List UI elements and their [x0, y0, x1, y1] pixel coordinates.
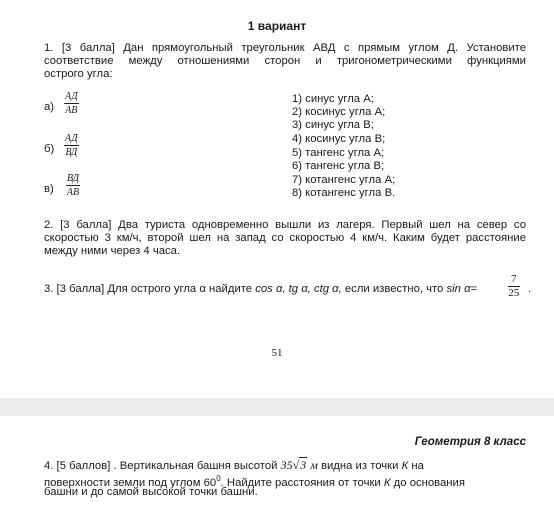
task1-option-2: 2) косинус угла А; [292, 106, 386, 118]
task4-line2-a: поверхности земли под углом 60 [44, 476, 217, 489]
task1-item-a-fraction [64, 91, 79, 116]
task1-item-b-fraction [64, 133, 79, 158]
fraction-denominator: АВ [66, 187, 80, 198]
task3-text [44, 283, 477, 296]
subject-header: Геометрия 8 класс [414, 436, 526, 448]
task1-option-7: 7) котангенс угла А; [292, 174, 396, 186]
variant-title: 1 вариант [247, 19, 307, 33]
task4-unit: м [307, 458, 318, 472]
page-number: 51 [271, 347, 283, 359]
task4-degree: 0 [216, 474, 221, 483]
task3-functions: cos α, tg α, ctg α, [255, 283, 342, 295]
task4-line2-b: . Найдите расстояния от точки [220, 476, 384, 489]
task1-item-b-letter: б) [44, 143, 55, 155]
sqrt-icon: √ [292, 458, 300, 472]
task4-after-point: на [408, 460, 424, 472]
task3-condition: если известно, что [341, 283, 447, 295]
task1-line1: 1. [3 балла] Дан прямоугольный треугольник АВД с прямым углом Д. Установите [44, 42, 526, 54]
page-gap [0, 398, 554, 416]
task4-height [281, 457, 318, 472]
task3-period: . [528, 283, 532, 295]
fraction-denominator: ВД [65, 147, 78, 158]
task2-line3: между ними через 4 часа. [44, 245, 181, 257]
task1-item-a-letter: а) [44, 101, 55, 113]
task1-line2: соответствие между отношениями сторон и тригонометрическими функциями [44, 55, 526, 67]
task4-line1 [44, 459, 424, 473]
fraction-numerator: АД [65, 91, 78, 102]
fraction-numerator: 7 [508, 274, 520, 287]
fraction-denominator: 25 [508, 287, 520, 299]
fraction-numerator: АД [65, 133, 78, 144]
task1-item-c-letter: в) [44, 183, 54, 195]
task1-option-5: 5) тангенс угла А; [292, 147, 385, 159]
task1-option-8: 8) котангенс угла В. [292, 187, 396, 199]
task4-line2-point: К [383, 476, 391, 489]
task1-option-1: 1) синус угла А; [292, 93, 374, 105]
task4-radicand: 3 [300, 458, 307, 472]
task4-point: К [401, 460, 409, 472]
task1-line3: острого угла: [44, 68, 113, 80]
task3-fraction [508, 274, 520, 299]
fraction-denominator: АВ [65, 105, 78, 116]
task1-item-c-fraction [66, 173, 80, 198]
task4-line3: башни и до самой высокой точки башни. [44, 486, 258, 498]
task4-prefix: 4. [5 баллов] . Вертикальная башня высотой [44, 460, 281, 472]
task4-coef: 35 [280, 458, 293, 472]
task1-option-6: 6) тангенс угла В; [292, 160, 385, 172]
task2-line1: 2. [3 балла] Два туриста одновременно вышли из лагеря. Первый шел на север со [44, 219, 526, 231]
fraction-numerator: ВД [67, 173, 79, 184]
task1-option-3: 3) синус угла В; [292, 119, 374, 131]
task4-line2-c: до основания [390, 476, 465, 489]
task3-intro: 3. [3 балла] Для острого угла α найдите [44, 283, 256, 295]
task4-after-unit: видна из точки [317, 460, 402, 472]
task1-option-4: 4) косинус угла В; [292, 133, 386, 145]
task3-sin-label: sin α= [446, 283, 478, 295]
task2-line2: скоростью 3 км/ч, второй шел на запад со скоростью 4 км/ч. Каким будет расстояние [44, 232, 526, 244]
